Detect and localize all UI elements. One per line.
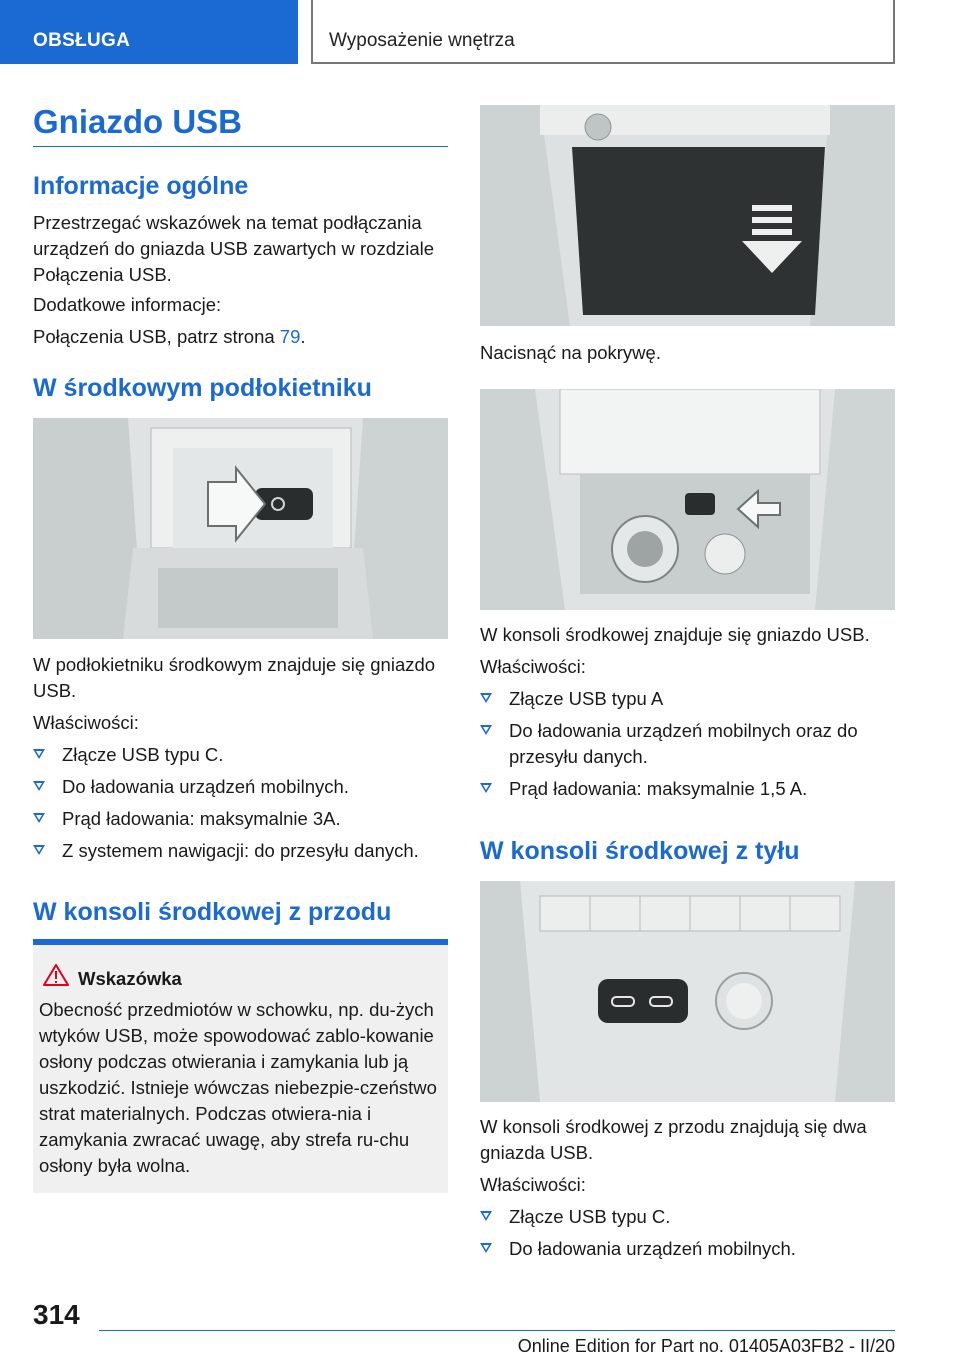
caption-cover: Nacisnąć na pokrywę.	[480, 342, 661, 363]
note-text: Obecność przedmiotów w schowku, np. du-żych wtyków USB, może spowodować zablo-kowanie osłony podczas otwierania i zamykania lub ją uszkodzić. Istnieje wówczas niebezpie-czeństwo strat materialnych. Podczas otwiera-nia i zamykania zwracać uwagę, aby strefa ru-chu osłony była wolna.	[39, 999, 437, 1176]
bullet-text: Do ładowania urządzeń mobilnych.	[509, 1238, 796, 1259]
page-title: Gniazdo USB	[33, 103, 243, 140]
title-rule	[33, 146, 448, 147]
bullet-triangle-icon	[480, 1211, 492, 1221]
heading-front-console: W konsoli środkowej z przodu	[33, 898, 392, 926]
rear-props-label: Właściwości:	[480, 1174, 586, 1195]
reference-text: Połączenia USB, patrz strona	[33, 326, 280, 347]
bullet-text: Prąd ładowania: maksymalnie 1,5 A.	[509, 778, 808, 799]
bullet-triangle-icon	[33, 781, 45, 791]
console-props-label: Właściwości:	[480, 656, 586, 677]
rear-text: W konsoli środkowej z przodu znajdują się dwa gniazda USB.	[480, 1116, 867, 1163]
bullet-text: Złącze USB typu C.	[62, 744, 224, 765]
bullet-text: Złącze USB typu C.	[509, 1206, 671, 1227]
bullet-triangle-icon	[480, 783, 492, 793]
bullet-text: Złącze USB typu A	[509, 688, 664, 709]
footer-rule	[99, 1330, 895, 1331]
section-label: OBSŁUGA	[33, 30, 131, 51]
bullet-text: Do ładowania urządzeń mobilnych oraz do przesyłu danych.	[509, 720, 858, 767]
armrest-props-label: Właściwości:	[33, 712, 139, 733]
bullet-text: Z systemem nawigacji: do przesyłu danych.	[62, 840, 419, 861]
bullet-triangle-icon	[480, 1243, 492, 1253]
chapter-tab	[311, 0, 895, 64]
general-text: Przestrzegać wskazówek na temat podłączania urządzeń do gniazda USB zawartych w rozdziale Połączenia USB.	[33, 212, 435, 285]
section-tab	[0, 0, 298, 64]
general-more-label: Dodatkowe informacje:	[33, 294, 222, 315]
chapter-label: Wyposażenie wnętrza	[329, 30, 515, 51]
armrest-text: W podłokietniku środkowym znajduje się gniazdo USB.	[33, 654, 436, 701]
page-number: 314	[33, 1299, 80, 1330]
page-link[interactable]: 79	[279, 326, 301, 347]
figure-armrest	[33, 418, 448, 639]
rear-illustration	[480, 881, 895, 1102]
heading-rear-console: W konsoli środkowej z tyłu	[480, 837, 800, 865]
reference-suffix: .	[300, 326, 306, 347]
note-box	[33, 945, 448, 1193]
bullet-triangle-icon	[480, 693, 492, 703]
armrest-illustration	[33, 418, 448, 639]
bullet-triangle-icon	[33, 749, 45, 759]
warning-icon	[43, 963, 69, 987]
bullet-triangle-icon	[33, 845, 45, 855]
heading-general: Informacje ogólne	[33, 172, 249, 200]
bullet-triangle-icon	[33, 813, 45, 823]
general-reference	[33, 324, 448, 350]
heading-armrest: W środkowym podłokietniku	[33, 374, 372, 402]
figure-cover	[480, 105, 895, 326]
footer-edition: Online Edition for Part no. 01405A03FB2 - II/20	[517, 1336, 895, 1356]
bullet-text: Do ładowania urządzeń mobilnych.	[62, 776, 349, 797]
console-text: W konsoli środkowej znajduje się gniazdo USB.	[480, 624, 870, 645]
note-title: Wskazówka	[78, 968, 182, 989]
cover-illustration	[480, 105, 895, 326]
figure-rear	[480, 881, 895, 1102]
bullet-triangle-icon	[480, 725, 492, 735]
figure-console	[480, 389, 895, 610]
console-illustration	[480, 389, 895, 610]
bullet-text: Prąd ładowania: maksymalnie 3A.	[62, 808, 341, 829]
